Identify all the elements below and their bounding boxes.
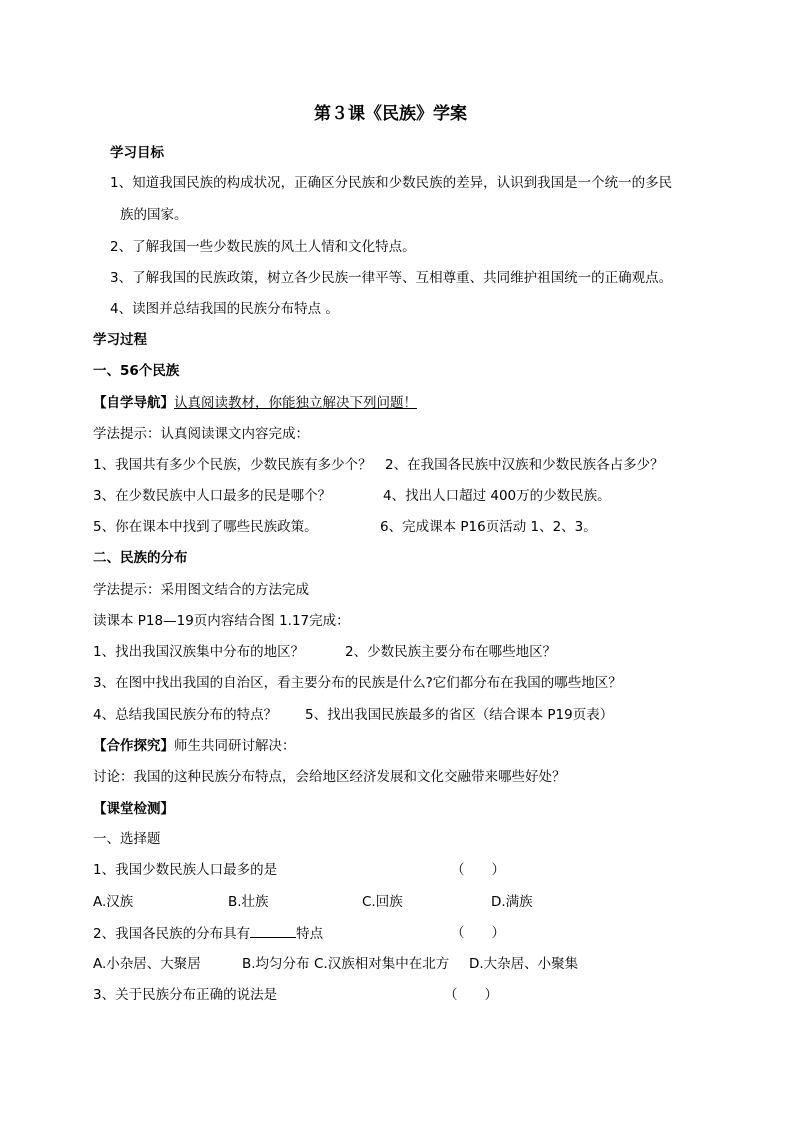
s1-question-3: 3、在少数民族中人口最多的民是哪个？ <box>93 488 332 504</box>
check-q2-option-a: A.小杂居、大聚居 <box>93 956 201 972</box>
process-heading: 学习过程 <box>93 332 147 348</box>
s2-question-5: 5、找出我国民族最多的省区（结合课本 P19页表） <box>305 707 614 723</box>
goal-item-1: 1、知道我国民族的构成状况，正确区分民族和少数民族的差异，认识到我国是一个统一的多民 <box>110 175 673 191</box>
check-q3-answer-paren: （ ） <box>444 987 498 1003</box>
section-2-read: 读课本 P18—19页内容结合图 1.17完成： <box>93 613 350 629</box>
section-1-hint: 学法提示：认真阅读课文内容完成： <box>93 426 309 442</box>
goal-item-1-cont: 族的国家。 <box>120 207 188 223</box>
section-2-heading: 二、民族的分布 <box>93 550 188 566</box>
s1-question-4: 4、找出人口超过 400万的少数民族。 <box>383 488 611 504</box>
check-q2-blank <box>250 923 296 938</box>
check-q2-answer-paren: （ ） <box>451 925 505 941</box>
guide-label: 【自学导航】 <box>93 395 174 411</box>
check-q1-option-c: C.回族 <box>362 894 403 910</box>
section-2-hint: 学法提示：采用图文结合的方法完成 <box>93 582 309 598</box>
coop-text: 师生共同研讨解决： <box>174 738 296 754</box>
s2-question-1: 1、找出我国汉族集中分布的地区？ <box>93 644 305 660</box>
check-q2-option-c: C.汉族相对集中在北方 <box>314 956 450 972</box>
s1-question-6: 6、完成课本 P16页活动 1、2、3。 <box>380 519 597 535</box>
goal-item-4: 4、读图并总结我国的民族分布特点 。 <box>110 301 339 317</box>
check-q3-stem: 3、关于民族分布正确的说法是 <box>93 987 278 1003</box>
coop-label: 【合作探究】 <box>93 738 174 754</box>
check-q1-stem: 1、我国少数民族人口最多的是 <box>93 862 278 878</box>
check-q2-option-b: B.均匀分布 <box>242 956 310 972</box>
s1-question-5: 5、你在课本中找到了哪些民族政策。 <box>93 519 318 535</box>
check-q1-answer-paren: （ ） <box>451 862 505 878</box>
check-q2-stem <box>93 923 323 944</box>
section-1-heading: 一、56个民族 <box>93 363 180 379</box>
s2-question-3: 3、在图中找出我国的自治区，看主要分布的民族是什么?它们都分布在我国的哪些地区？ <box>93 675 622 691</box>
check-q1-option-d: D.满族 <box>491 894 533 910</box>
s1-question-1: 1、我国共有多少个民族，少数民族有多少个？ <box>93 457 372 473</box>
page-title: 第３课《民族》学案 <box>314 104 467 124</box>
guide-line <box>93 393 417 413</box>
goals-heading: 学习目标 <box>110 145 164 161</box>
s2-question-2: 2、少数民族主要分布在哪些地区？ <box>345 644 557 660</box>
goal-item-2: 2、了解我国一些少数民族的风土人情和文化特点。 <box>110 239 416 255</box>
check-subheading: 一、选择题 <box>93 831 161 847</box>
check-q1-option-a: A.汉族 <box>93 894 134 910</box>
check-q1-option-b: B.壮族 <box>228 894 269 910</box>
check-q2-stem-a: 2、我国各民族的分布具有 <box>93 926 251 942</box>
discussion: 讨论：我国的这种民族分布特点，会给地区经济发展和文化交融带来哪些好处？ <box>93 769 566 785</box>
coop-line <box>93 736 296 756</box>
goal-item-3: 3、了解我国的民族政策，树立各少民族一律平等、互相尊重、共同维护祖国统一的正确观点。 <box>110 270 673 286</box>
s1-question-2: 2、在我国各民族中汉族和少数民族各占多少？ <box>385 457 664 473</box>
s2-question-4: 4、总结我国民族分布的特点？ <box>93 707 278 723</box>
check-heading: 【课堂检测】 <box>93 801 174 817</box>
check-q2-option-d: D.大杂居、小聚集 <box>469 956 579 972</box>
guide-text: 认真阅读教材，你能独立解决下列问题！ <box>174 395 417 411</box>
check-q2-stem-b: 特点 <box>296 926 324 942</box>
